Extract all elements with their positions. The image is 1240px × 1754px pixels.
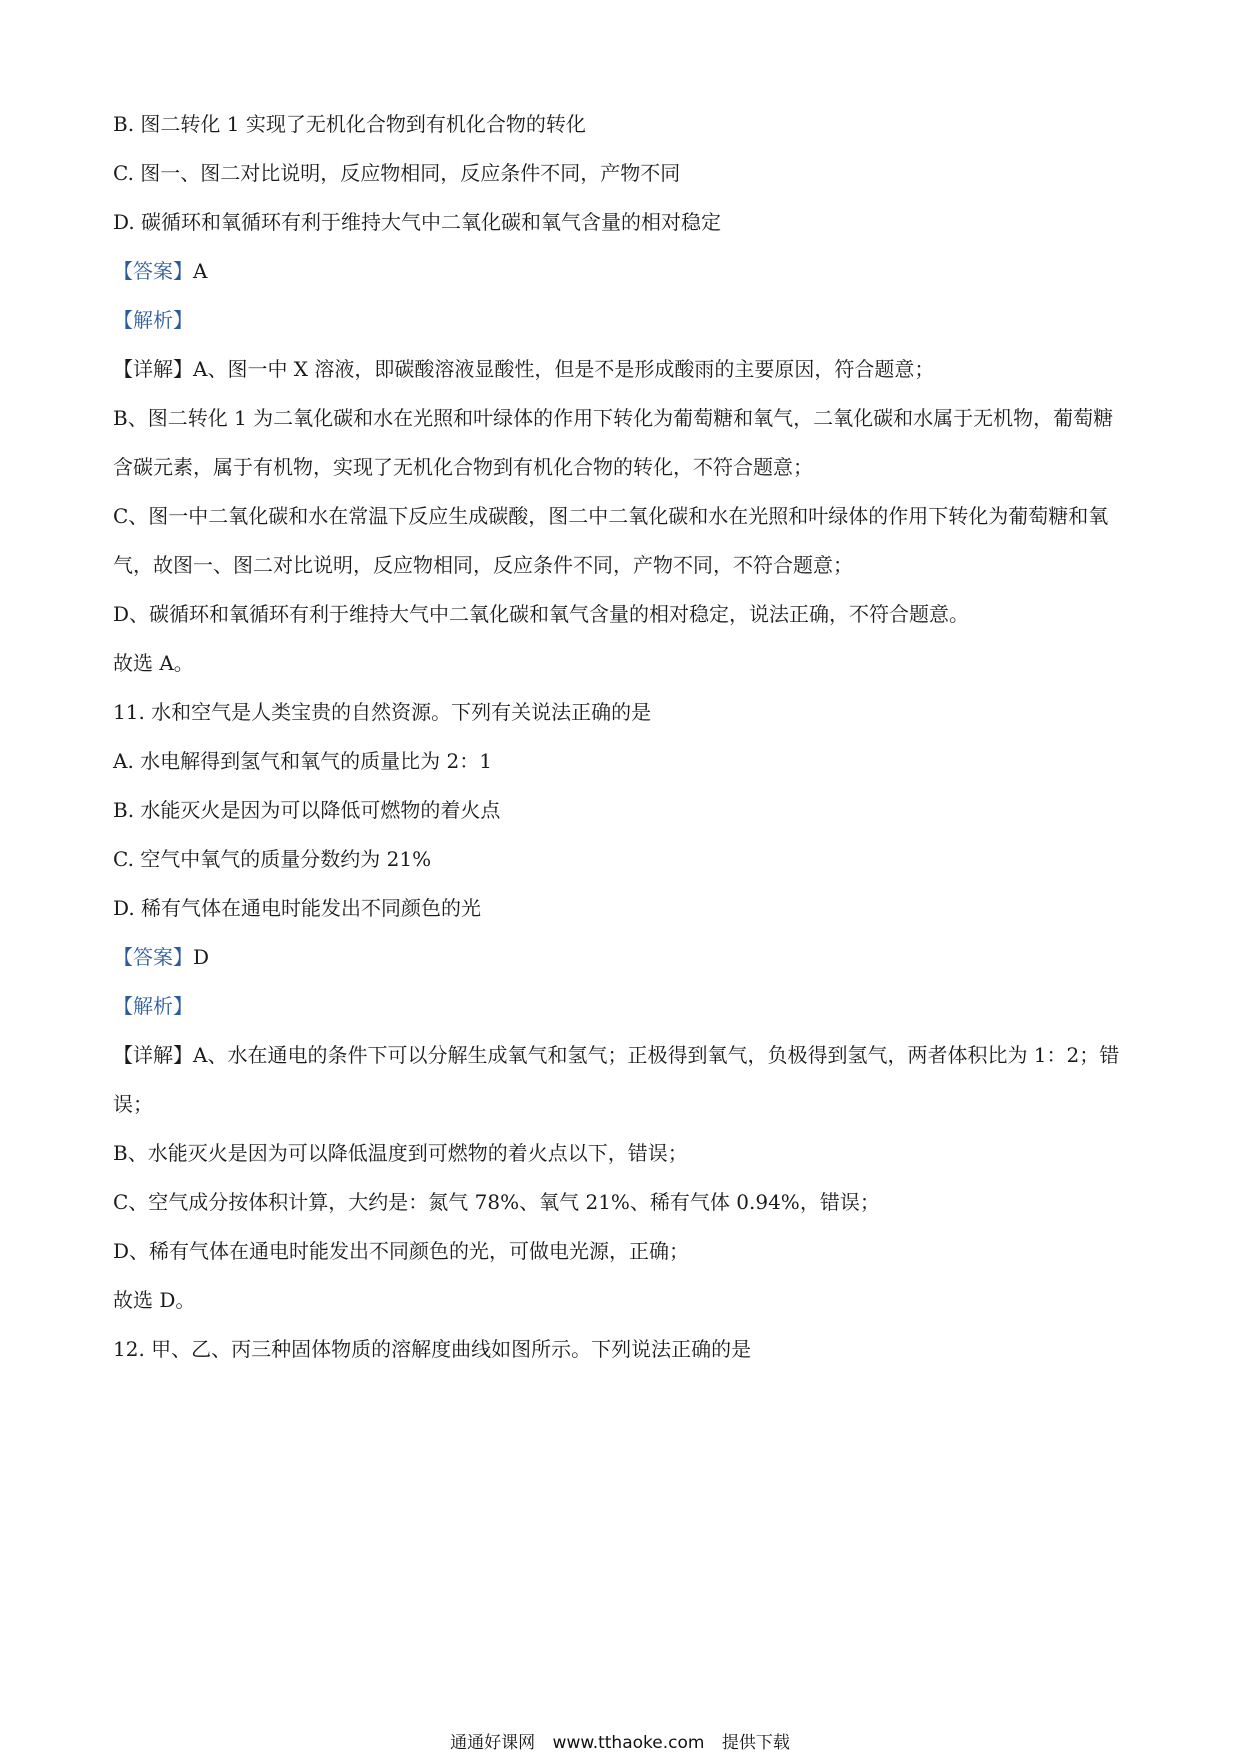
q10-detail-c: C、图一中二氧化碳和水在常温下反应生成碳酸，图二中二氧化碳和水在光照和叶绿体的作用下转化为葡萄糖和氧气，故图一、图二对比说明，反应物相同，反应条件不同，产物不同，不符合题意； [113, 504, 1109, 577]
q11-question: 11. 水和空气是人类宝贵的自然资源。下列有关说法正确的是 [113, 700, 652, 724]
page-footer [0, 1728, 1240, 1753]
q10-analysis-heading [113, 296, 1133, 345]
q10-detail-a [113, 345, 1133, 394]
q11-option-a: A. 水电解得到氢气和氧气的质量比为 2：1 [113, 749, 492, 773]
q10-detail-d: D、碳循环和氧循环有利于维持大气中二氧化碳和氧气含量的相对稳定，说法正确，不符合题意。 [113, 602, 970, 626]
q11-analysis-heading [113, 982, 1133, 1031]
analysis-tag: 【解析】 [113, 308, 193, 332]
q11-answer [113, 933, 1133, 982]
q11-detail-c: C、空气成分按体积计算，大约是：氮气 78%、氧气 21%、稀有气体 0.94%，错误； [113, 1190, 880, 1214]
footer-url[interactable]: www.tthaoke.com [552, 1733, 705, 1753]
answer-value: D [193, 945, 210, 969]
q11-option-d: D. 稀有气体在通电时能发出不同颜色的光 [113, 896, 482, 920]
q11-detail-b: B、水能灭火是因为可以降低温度到可燃物的着火点以下，错误； [113, 1141, 688, 1165]
document-body [113, 100, 1133, 1374]
q11-detail-d: D、稀有气体在通电时能发出不同颜色的光，可做电光源，正确； [113, 1239, 690, 1263]
footer-site-name: 通通好课网 [450, 1733, 536, 1753]
detail-a-text: A、水在通电的条件下可以分解生成氧气和氢气；正极得到氧气，负极得到氢气，两者体积比为 1：2；错误； [113, 1043, 1120, 1116]
q10-option-c: C. 图一、图二对比说明，反应物相同，反应条件不同，产物不同 [113, 161, 681, 185]
q10-option-d: D. 碳循环和氧循环有利于维持大气中二氧化碳和氧气含量的相对稳定 [113, 210, 722, 234]
q10-option-b: B. 图二转化 1 实现了无机化合物到有机化合物的转化 [113, 112, 586, 136]
answer-value: A [193, 259, 208, 283]
q11-option-c: C. 空气中氧气的质量分数约为 21% [113, 847, 432, 871]
analysis-tag: 【解析】 [113, 994, 193, 1018]
answer-tag: 【答案】 [113, 945, 193, 969]
q12-question: 12. 甲、乙、丙三种固体物质的溶解度曲线如图所示。下列说法正确的是 [113, 1337, 752, 1361]
q10-detail-b: B、图二转化 1 为二氧化碳和水在光照和叶绿体的作用下转化为葡萄糖和氧气，二氧化碳和水属于无机物，葡萄糖含碳元素，属于有机物，实现了无机化合物到有机化合物的转化，不符合题意； [113, 406, 1114, 479]
detail-tag: 【详解】 [113, 357, 193, 381]
q10-conclusion: 故选 A。 [113, 651, 194, 675]
q11-detail-a [113, 1031, 1133, 1129]
detail-tag: 【详解】 [113, 1043, 193, 1067]
footer-suffix: 提供下载 [721, 1733, 790, 1753]
q11-option-b: B. 水能灭火是因为可以降低可燃物的着火点 [113, 798, 501, 822]
q10-answer [113, 247, 1133, 296]
q11-conclusion: 故选 D。 [113, 1288, 196, 1312]
detail-a-text: A、图一中 X 溶液，即碳酸溶液显酸性，但是不是形成酸雨的主要原因，符合题意； [193, 357, 935, 381]
answer-tag: 【答案】 [113, 259, 193, 283]
